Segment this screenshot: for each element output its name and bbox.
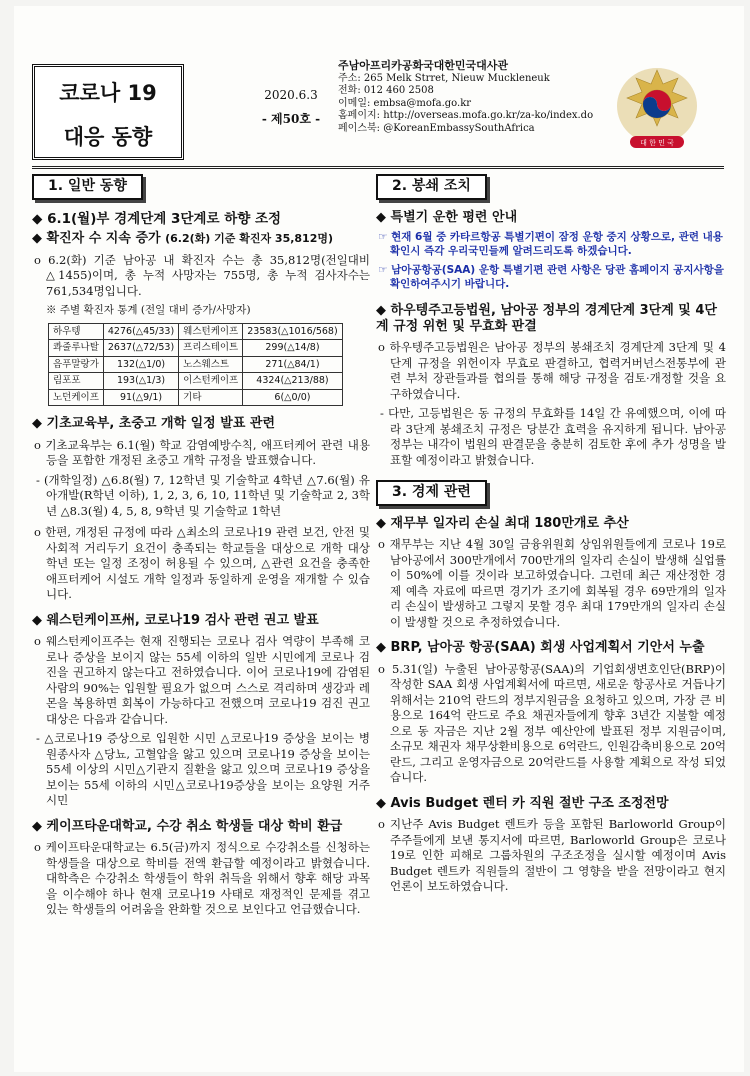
embassy-name: 주남아프리카공화국대한민국대사관 [338,59,509,72]
table-row [49,356,343,373]
province-count-cell: 91(△9/1) [103,389,178,406]
paragraph-saa: o 5.31(일) 누출된 남아공항공(SAA)의 기업회생변호인단(BRP)이 작성한 SAA 회생 사업계획서에 따르면, 새로운 항공사로 거듭나기 위해서는 210억 란드의 정부지원금을 요청하고 있으며, 가장 큰 비용으로 164억 란드로 주요 채권자들에게 향후 3년간 지불할 예정으로 동 자금은 지난 2월 정부 예산안에 발표된 정부 지원금이며, 소규모 채권자 채무상환비용으로 6억란드, 인원감축비용으로 20억란드, 그리고 운영자금으로 20억란드를 사용할 계획으로 작성 되었습니다. [378,661,726,784]
national-emblem-icon [614,64,700,154]
province-count-cell: 299(△14/8) [243,340,342,357]
paragraph-jobs: o 재무부는 지난 4월 30일 금융위원회 상임위원들에게 코로나 19로 남아공에서 300만개에서 700만개의 일자리 손실이 발생해 실업률이 50%에 이를 것이라 보고하였습니다. 그런데 최근 재산정한 경제 예측 자료에 따르면 경기가 조기에 회복될 경우 69만개의 일자리 손실이 발생하고 그렇지 못할 경우 최대 179만개의 일자리 손실이 발생할 것으로 추정하였습니다. [378,537,726,629]
detail-school-schedule: - (개학일정) △6.8(월) 7, 12학년 및 기술학교 4학년 △7.6(월) 유아개발(R학년 이하), 1, 2, 3, 6, 10, 11학년 및 기술학교 2, 3학년 △8.3(월) 4, 5, 8, 9학년 및 기술학교 1학년 [36,472,370,518]
province-name-cell: 프리스테이트 [179,340,243,357]
table-row [49,340,343,357]
heading-cases-sub: (6.2(화) 기준 확진자 35,812명) [165,232,334,245]
province-name-cell: 기타 [179,389,243,406]
province-name-cell: 노스웨스트 [179,356,243,373]
province-count-cell: 193(△1/3) [103,373,178,390]
embassy-contact [338,60,616,135]
province-name-cell: 하우텡 [49,323,104,340]
issue-number: - 제50호 - [261,112,321,126]
paragraph-uct: o 케이프타운대학교는 6.5(금)까지 정식으로 수강취소를 신청하는 학생들을 대상으로 학비를 전액 환급할 예정이라고 밝혔습니다. 대학측은 수강취소 학생들이 학위 취득을 위해서 향후 해당 과목을 이수해야 하나 현재 코로나19 사태로 재정적인 문제를 겪고 있는 학생들의 어려움을 완화할 것으로 보인다고 언급했습니다. [34,840,370,916]
title-line2: 대응 동향 [63,125,153,149]
emblem-text: 대 한 민 국 [640,139,674,147]
section-economy: 3. 경제 관련 [376,480,487,506]
stats-note: ※ 주별 확진자 통계 (전일 대비 증가/사망자) [46,304,251,316]
province-stats-table [48,323,343,407]
paragraph-cases: o 6.2(화) 기준 남아공 내 확진자 수는 총 35,812명(전일대비 △1455)이며, 총 누적 사망자는 755명, 총 누적 검사자수는 761,534명입니다. [34,252,370,298]
heading-avis: ◆ Avis Budget 렌터 카 직원 절반 구조 조정전망 [376,795,669,811]
heading-court: ◆ 하우텡주고등법원, 남아공 정부의 경계단계 3단계 및 4단계 규정 위헌 및 무효화 판결 [376,303,717,334]
province-count-cell: 271(△84/1) [243,356,342,373]
right-column [376,174,726,895]
province-name-cell: 노던케이프 [49,389,104,406]
heading-level-down: ◆ 6.1(월)부 경계단계 3단계로 하향 조정 [32,210,282,227]
detail-court: - 다만, 고등법원은 동 규정의 무효화를 14일 간 유예했으며, 이에 따라 3단계 봉쇄조치 규정은 당분간 효력을 유지하게 됩니다. 남아공 정부는 내각이 법원의 판결문을 충분히 검토한 후에 추가 성명을 발표할 예정이라고 밝혔습니다. [380,406,726,467]
heading-flight: ◆ 특별기 운한 평련 안내 [376,209,518,225]
header-divider [32,166,724,169]
table-row [49,323,343,340]
table-row [49,373,343,390]
title-line1: 코로나 19 [59,81,157,105]
heading-saa: ◆ BRP, 남아공 항공(SAA) 회생 사업계획서 기안서 누출 [376,640,705,655]
paragraph-court: o 하우텡주고등법원은 남아공 정부의 봉쇄조치 경계단계 3단계 및 4단계 규정을 위헌이자 무효로 판결하고, 협력거버넌스전통부에 관련 부처 장관들과를 협의를 통해 해당 규정을 검토·개정할 것을 요구하였습니다. [378,340,726,401]
heading-western-cape: ◆ 웨스턴케이프州, 코로나19 검사 관련 권고 발표 [32,612,319,628]
province-count-cell: 132(△1/0) [103,356,178,373]
paragraph-western-cape: o 웨스턴케이프주는 현재 진행되는 코로나 검사 역량이 부족해 코로나 증상을 보이지 않는 55세 이하의 일반 시민에게 코로나 검진을 권고하지 않는다고 전하였습니다. 이어 코로나19에 감염된 사람의 90%는 입원할 필요가 없으며 스스로 격리하며 생강과 레몬을 복용하면 회복이 가능하다고 전했으며 코로나19 검진 권고 대상은 다음과 같습니다. [34,634,370,726]
notice-saa: ☞ 남아공항공(SAA) 운항 특별기편 관련 사항은 당관 홈페이지 공지사항을 확인하여주시기 바랍니다. [378,264,724,290]
section-general: 1. 일반 동향 [32,174,143,200]
newsletter-page [14,6,744,1072]
province-name-cell: 콰줄루나탈 [49,340,104,357]
province-name-cell: 웨스턴케이프 [179,323,243,340]
province-name-cell: 음푸말랑가 [49,356,104,373]
paragraph-avis: o 지난주 Avis Budget 렌트카 등을 포함된 Barloworld Group이 주주들에게 보낸 통지서에 따르면, Barloworld Group은 코로나 19로 인한 피해로 그룹차원의 구조조정을 실시할 예정이며 Avis Budget 렌트카 직원들의 절반이 그 영향을 받을 전망이라고 현지 언론이 보도하였습니다. [378,817,726,893]
province-name-cell: 림포포 [49,373,104,390]
embassy-email[interactable]: 이메일: embsa@mofa.go.kr [338,97,472,109]
heading-jobs: ◆ 재무부 일자리 손실 최대 180만개로 추산 [376,515,629,531]
heading-school: ◆ 기초교육부, 초중고 개학 일정 발표 관련 [32,416,276,431]
embassy-homepage[interactable]: 홈페이지: http://overseas.mofa.go.kr/za-ko/index.do [338,110,594,121]
province-count-cell: 2637(△72/53) [103,340,178,357]
province-count-cell: 6(△0/0) [243,389,342,406]
left-column [32,174,370,918]
table-row [49,389,343,406]
province-count-cell: 4324(△213/88) [243,373,342,390]
embassy-address: 주소: 265 Melk Strret, Nieuw Muckleneuk [338,72,550,84]
paragraph-school: o 기초교육부는 6.1(월) 학교 감염예방수칙, 애프터케어 관련 내용 등을 포함한 개정된 초중고 개학 규정을 발표했습니다. [34,437,370,467]
paragraph-school-rules: o 한편, 개정된 규정에 따라 △최소의 코로나19 관련 보건, 안전 및 사회적 거리두기 요건이 충족되는 학교들을 대상으로 개학 대상 학년 또는 일정 조정이 허용될 수 있으며, △관련 요건을 충족한 애프터케어 시설도 개학 일정과 동일하게 운영을 재개할 수 있습니다. [34,525,370,601]
embassy-phone: 전화: 012 460 2508 [338,85,434,96]
section-lockdown: 2. 봉쇄 조치 [376,174,487,200]
issue-date: 2020.6.3 [264,88,318,102]
detail-western-cape: - △코로나19 증상으로 입원한 시민 △코로나19 증상을 보이는 병원종사자 △당뇨, 고혈압을 앓고 있으며 코로나19 증상을 보이는 55세 이상의 시민△기관지 질환을 앓고 있으며 코로나19 증상을 보이는 55세 이하의 시민△코로나19증상을 보이는 요양원 거주 시민 [36,731,370,807]
province-name-cell: 이스턴케이프 [179,373,243,390]
heading-uct: ◆ 케이프타운대학교, 수강 취소 학생들 대상 학비 환급 [32,818,343,834]
province-count-cell: 4276(△45/33) [103,323,178,340]
notice-qatar: ☞ 현재 6월 중 카타르항공 특별기편이 잠정 운항 중지 상황으로, 관련 내용 확인시 즉각 우리국민들께 알려드리도록 하겠습니다. [378,231,723,257]
newsletter-title-box [32,64,184,160]
province-count-cell: 23583(△1016/568) [243,323,342,340]
embassy-facebook[interactable]: 페이스북: @KoreanEmbassySouthAfrica [338,122,535,134]
heading-cases [32,231,370,247]
issue-info [246,88,336,127]
heading-cases-main: ◆ 확진자 수 지속 증가 [32,231,161,246]
